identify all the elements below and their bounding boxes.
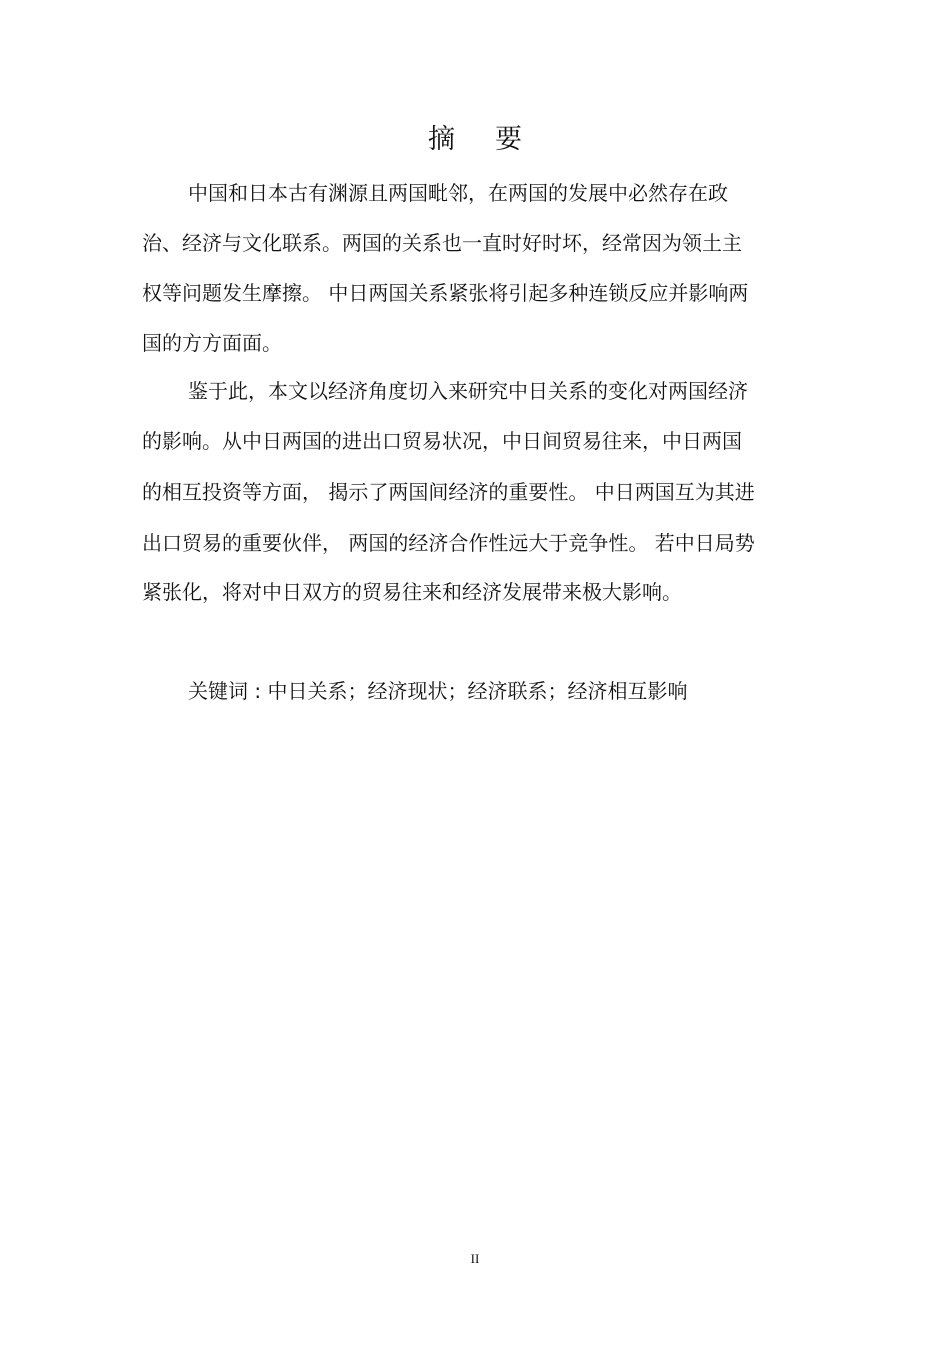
- paragraph-1-line-3: 权等问题发生摩擦。 中日两国关系紧张将引起多种连锁反应并影响两: [142, 281, 749, 305]
- paragraph-2-line-2: 的影响。从中日两国的进出口贸易状况，中日间贸易往来，中日两国: [142, 429, 742, 453]
- abstract-title: [0, 118, 950, 162]
- abstract-title-char-1: 摘: [428, 124, 455, 155]
- paragraph-1-line-4: 国的方方面面。: [142, 331, 282, 355]
- keywords: 关键词 : 中日关系；经济现状；经济联系；经济相互影响: [188, 679, 688, 703]
- paragraph-1-line-2: 治、经济与文化联系。两国的关系也一直时好时坏，经常因为领土主: [142, 231, 742, 255]
- page-number: II: [470, 1251, 480, 1266]
- paragraph-2-line-4: 出口贸易的重要伙伴， 两国的经济合作性远大于竞争性。 若中日局势: [142, 531, 755, 555]
- paragraph-2-line-5: 紧张化，将对中日双方的贸易往来和经济发展带来极大影响。: [142, 580, 682, 604]
- abstract-title-char-2: 要: [495, 124, 522, 155]
- paragraph-2-line-1: 鉴于此，本文以经济角度切入来研究中日关系的变化对两国经济: [188, 379, 748, 403]
- paragraph-2-line-3: 的相互投资等方面， 揭示了两国间经济的重要性。 中日两国互为其进: [142, 480, 755, 504]
- paragraph-1-line-1: 中国和日本古有渊源且两国毗邻，在两国的发展中必然存在政: [188, 181, 728, 205]
